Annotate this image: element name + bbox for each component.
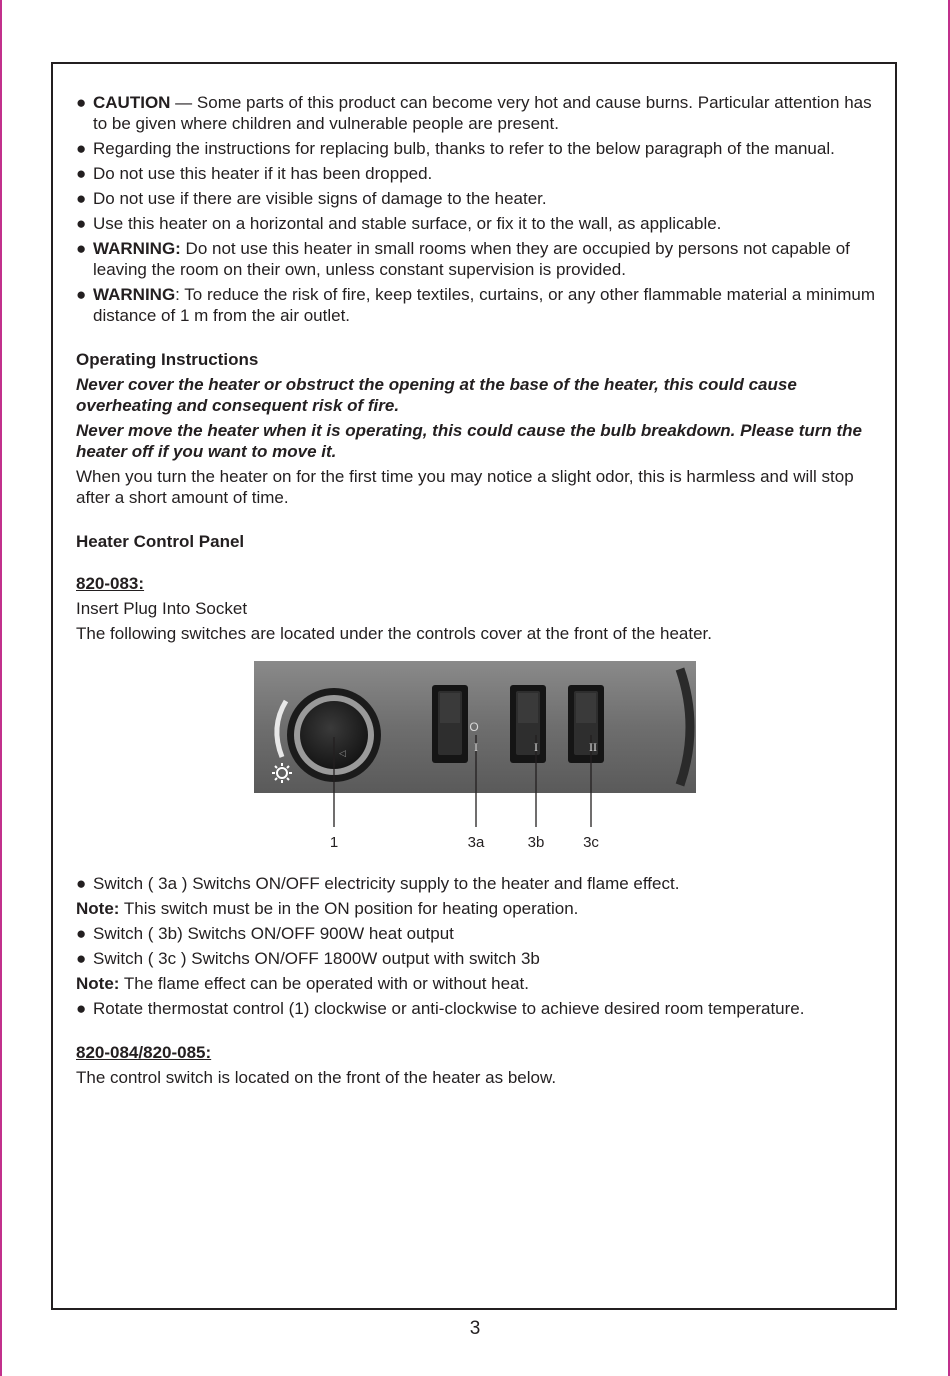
bullet-text: : To reduce the risk of fire, keep textiles, curtains, or any other flammable material a minimum distance of 1 m from the air outlet. [93, 285, 875, 325]
instruction-note [76, 898, 886, 919]
operating-warning-2: Never move the heater when it is operating, this could cause the bulb breakdown. Please turn the heater off if you want to move it. [76, 421, 862, 461]
bullet-dot: ● [76, 874, 87, 893]
svg-text:◁: ◁ [339, 748, 346, 758]
bullet-dot: ● [76, 189, 87, 208]
instruction-text: Rotate thermostat control (1) clockwise or anti-clockwise to achieve desired room temperature. [93, 999, 805, 1018]
safety-bullet [76, 284, 886, 326]
instruction-bullet [76, 998, 886, 1019]
safety-bullet [76, 92, 886, 134]
instruction-text: Switch ( 3b) Switchs ON/OFF 900W heat output [93, 924, 454, 943]
switch-mark-3a-off: O [469, 720, 479, 734]
rocker-switch-3a [432, 685, 468, 763]
model-heading-820-083: 820-083: [76, 574, 145, 593]
model-2-text: The control switch is located on the front of the heater as below. [76, 1068, 557, 1087]
operating-heading: Operating Instructions [76, 350, 259, 369]
bullet-bold: WARNING [93, 285, 176, 304]
page-edge-left [0, 0, 2, 1376]
model-heading-820-084-085: 820-084/820-085: [76, 1043, 212, 1062]
spacer [76, 330, 886, 349]
bullet-bold: CAUTION [93, 93, 171, 112]
rocker-switch-3c [568, 685, 604, 763]
callout-label-3b: 3b [527, 834, 545, 851]
instruction-bullet [76, 873, 886, 894]
bullet-dot: ● [76, 93, 87, 112]
page-number: 3 [469, 1318, 481, 1339]
bullet-dot: ● [76, 139, 87, 158]
instruction-bullet [76, 923, 886, 944]
safety-bullet [76, 163, 886, 184]
step-switch-location: The following switches are located under the controls cover at the front of the heater. [76, 624, 712, 643]
bullet-dot: ● [76, 285, 87, 304]
spacer [76, 512, 886, 531]
spacer [76, 1023, 886, 1042]
bullet-text: Do not use this heater if it has been dropped. [93, 164, 433, 183]
rocker-switch-3b [510, 685, 546, 763]
instruction-text: Switch ( 3c ) Switchs ON/OFF 1800W output with switch 3b [93, 949, 540, 968]
page-content [76, 92, 886, 1092]
bullet-dot: ● [76, 239, 87, 258]
control-panel-figure [76, 661, 886, 853]
instruction-text: Switch ( 3a ) Switchs ON/OFF electricity supply to the heater and flame effect. [93, 874, 680, 893]
callout-label-3a: 3a [467, 834, 485, 851]
bullet-dot: ● [76, 949, 87, 968]
switch-mark-3b: I [534, 740, 538, 754]
bullet-dot: ● [76, 999, 87, 1018]
safety-bullet [76, 138, 886, 159]
step-insert-plug: Insert Plug Into Socket [76, 599, 248, 618]
safety-bullet [76, 188, 886, 209]
bullet-dot: ● [76, 164, 87, 183]
control-panel-heading: Heater Control Panel [76, 532, 245, 551]
bullet-text: Do not use this heater in small rooms when they are occupied by persons not capable of leaving the room on their own, unless constant supervision is provided. [93, 239, 850, 279]
note-label: Note: [76, 974, 120, 993]
operating-note: When you turn the heater on for the first time you may notice a slight odor, this is harmless and will stop after a short amount of time. [76, 467, 854, 507]
bullet-text: — Some parts of this product can become very hot and cause burns. Particular attention has to be given where children and vulnerable people are present. [93, 93, 872, 133]
spacer [76, 556, 886, 573]
note-text: This switch must be in the ON position for heating operation. [119, 899, 579, 918]
safety-bullet [76, 238, 886, 280]
note-label: Note: [76, 899, 120, 918]
switch-mark-3a-on: I [474, 740, 478, 754]
control-panel-photo [76, 661, 886, 853]
bullet-dot: ● [76, 214, 87, 233]
bullet-text: Use this heater on a horizontal and stable surface, or fix it to the wall, as applicable. [93, 214, 722, 233]
note-text: The flame effect can be operated with or without heat. [119, 974, 529, 993]
operating-warning-1: Never cover the heater or obstruct the opening at the base of the heater, this could cause overheating and consequent risk of fire. [76, 375, 797, 415]
instruction-bullet [76, 948, 886, 969]
safety-bullet [76, 213, 886, 234]
callout-label-1: 1 [329, 834, 339, 851]
bullet-text: Do not use if there are visible signs of damage to the heater. [93, 189, 547, 208]
callout-label-3c: 3c [583, 834, 599, 851]
instruction-note [76, 973, 886, 994]
bullet-dot: ● [76, 924, 87, 943]
bullet-bold: WARNING: [93, 239, 181, 258]
switch-mark-3c: II [589, 740, 597, 754]
bullet-text: Regarding the instructions for replacing bulb, thanks to refer to the below paragraph of the manual. [93, 139, 835, 158]
